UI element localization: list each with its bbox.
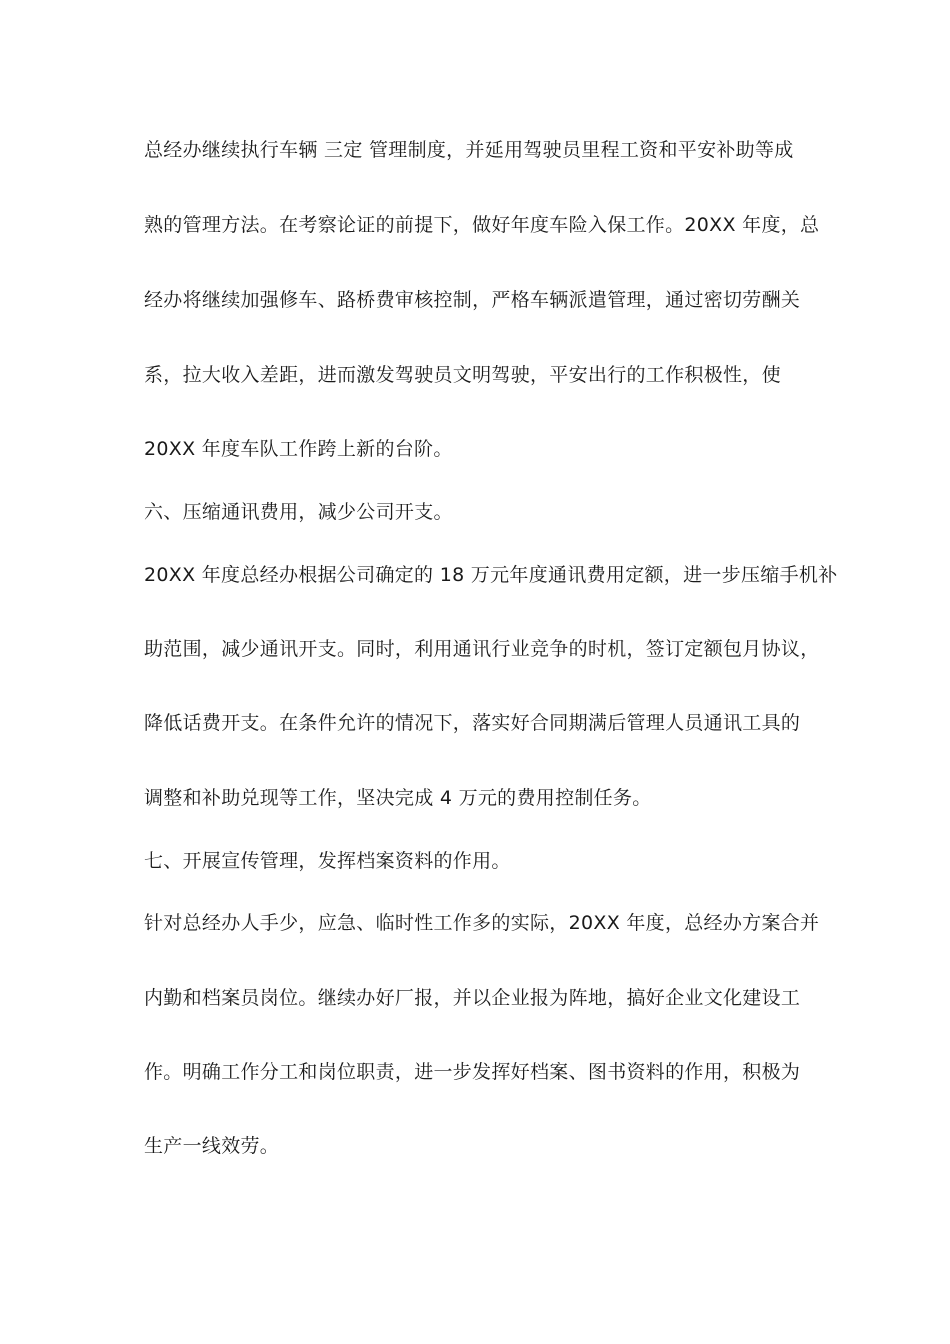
paragraph-line: 20XX 年度总经办根据公司确定的 18 万元年度通讯费用定额，进一步压缩手机补 bbox=[144, 564, 838, 586]
paragraph-line: 系，拉大收入差距，进而激发驾驶员文明驾驶，平安出行的工作积极性，使 bbox=[144, 364, 781, 386]
paragraph-line: 熟的管理方法。在考察论证的前提下，做好年度车险入保工作。20XX 年度，总 bbox=[144, 214, 820, 236]
paragraph-line: 作。明确工作分工和岗位职责，进一步发挥好档案、图书资料的作用，积极为 bbox=[144, 1061, 801, 1083]
paragraph-line: 降低话费开支。在条件允许的情况下，落实好合同期满后管理人员通讯工具的 bbox=[144, 712, 801, 734]
paragraph-line: 调整和补助兑现等工作，坚决完成 4 万元的费用控制任务。 bbox=[144, 787, 652, 809]
section-heading: 六、压缩通讯费用，减少公司开支。 bbox=[144, 501, 453, 523]
paragraph-line: 经办将继续加强修车、路桥费审核控制，严格车辆派遣管理，通过密切劳酬关 bbox=[144, 289, 801, 311]
paragraph-line: 助范围，减少通讯开支。同时，利用通讯行业竞争的时机，签订定额包月协议， bbox=[144, 638, 820, 660]
paragraph-line: 总经办继续执行车辆 三定 管理制度，并延用驾驶员里程工资和平安补助等成 bbox=[144, 139, 794, 161]
paragraph-line: 内勤和档案员岗位。继续办好厂报，并以企业报为阵地，搞好企业文化建设工 bbox=[144, 987, 801, 1009]
paragraph-line: 生产一线效劳。 bbox=[144, 1135, 280, 1157]
paragraph-line: 20XX 年度车队工作跨上新的台阶。 bbox=[144, 438, 453, 460]
paragraph-line: 针对总经办人手少，应急、临时性工作多的实际，20XX 年度，总经办方案合并 bbox=[144, 912, 820, 934]
section-heading: 七、开展宣传管理，发挥档案资料的作用。 bbox=[144, 850, 511, 872]
